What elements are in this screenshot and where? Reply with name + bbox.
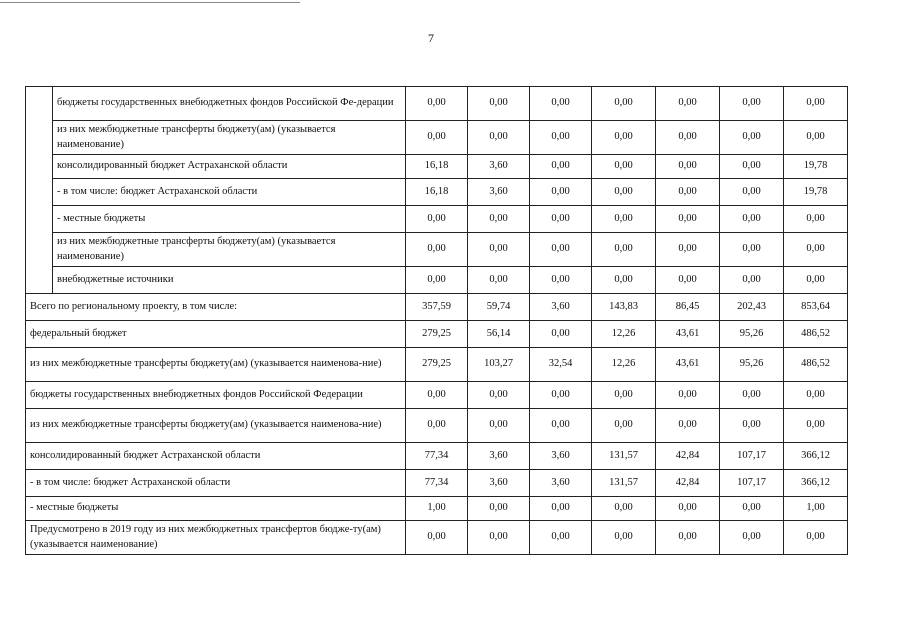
value-cell: 0,00 bbox=[656, 121, 720, 155]
value-cell: 0,00 bbox=[468, 497, 530, 521]
value-cell: 1,00 bbox=[784, 497, 848, 521]
row-label: из них межбюджетные трансферты бюджету(ам) (указывается наименование) bbox=[53, 233, 406, 267]
value-cell: 0,00 bbox=[656, 267, 720, 294]
value-cell: 0,00 bbox=[530, 409, 592, 443]
value-cell: 0,00 bbox=[468, 87, 530, 121]
value-cell: 0,00 bbox=[656, 233, 720, 267]
value-cell: 0,00 bbox=[468, 267, 530, 294]
value-cell: 202,43 bbox=[720, 294, 784, 321]
value-cell: 0,00 bbox=[406, 382, 468, 409]
row-label: - в том числе: бюджет Астраханской области bbox=[53, 179, 406, 206]
value-cell: 42,84 bbox=[656, 443, 720, 470]
table-row bbox=[26, 179, 848, 206]
value-cell: 0,00 bbox=[720, 179, 784, 206]
value-cell: 32,54 bbox=[530, 348, 592, 382]
value-cell: 357,59 bbox=[406, 294, 468, 321]
value-cell: 0,00 bbox=[530, 267, 592, 294]
value-cell: 366,12 bbox=[784, 443, 848, 470]
value-cell: 0,00 bbox=[468, 206, 530, 233]
value-cell: 0,00 bbox=[530, 382, 592, 409]
value-cell: 0,00 bbox=[784, 206, 848, 233]
value-cell: 86,45 bbox=[656, 294, 720, 321]
value-cell: 0,00 bbox=[784, 233, 848, 267]
table-row bbox=[26, 155, 848, 179]
value-cell: 0,00 bbox=[656, 409, 720, 443]
value-cell: 3,60 bbox=[530, 470, 592, 497]
row-label: внебюджетные источники bbox=[53, 267, 406, 294]
value-cell: 107,17 bbox=[720, 470, 784, 497]
table-row bbox=[26, 382, 848, 409]
value-cell: 0,00 bbox=[656, 497, 720, 521]
value-cell: 0,00 bbox=[784, 521, 848, 555]
table-row bbox=[26, 470, 848, 497]
value-cell: 0,00 bbox=[592, 179, 656, 206]
value-cell: 0,00 bbox=[406, 233, 468, 267]
value-cell: 19,78 bbox=[784, 179, 848, 206]
table-row bbox=[26, 267, 848, 294]
table-row bbox=[26, 521, 848, 555]
value-cell: 0,00 bbox=[530, 87, 592, 121]
top-rule bbox=[0, 2, 300, 3]
table-row bbox=[26, 206, 848, 233]
value-cell: 0,00 bbox=[720, 409, 784, 443]
value-cell: 1,00 bbox=[406, 497, 468, 521]
table-row bbox=[26, 321, 848, 348]
value-cell: 59,74 bbox=[468, 294, 530, 321]
value-cell: 0,00 bbox=[530, 521, 592, 555]
row-label: консолидированный бюджет Астраханской области bbox=[26, 443, 406, 470]
value-cell: 0,00 bbox=[530, 179, 592, 206]
row-label: из них межбюджетные трансферты бюджету(ам) (указывается наименование) bbox=[53, 121, 406, 155]
value-cell: 43,61 bbox=[656, 348, 720, 382]
row-label: бюджеты государственных внебюджетных фондов Российской Федерации bbox=[26, 382, 406, 409]
value-cell: 77,34 bbox=[406, 443, 468, 470]
value-cell: 0,00 bbox=[784, 267, 848, 294]
value-cell: 12,26 bbox=[592, 348, 656, 382]
table-row bbox=[26, 294, 848, 321]
value-cell: 95,26 bbox=[720, 348, 784, 382]
value-cell: 0,00 bbox=[784, 87, 848, 121]
value-cell: 0,00 bbox=[468, 382, 530, 409]
value-cell: 0,00 bbox=[468, 521, 530, 555]
value-cell: 0,00 bbox=[720, 206, 784, 233]
value-cell: 16,18 bbox=[406, 179, 468, 206]
table-row bbox=[26, 348, 848, 382]
value-cell: 0,00 bbox=[784, 121, 848, 155]
value-cell: 0,00 bbox=[592, 155, 656, 179]
value-cell: 131,57 bbox=[592, 470, 656, 497]
row-label: федеральный бюджет bbox=[26, 321, 406, 348]
value-cell: 366,12 bbox=[784, 470, 848, 497]
row-label: Предусмотрено в 2019 году из них межбюджетных трансфертов бюдже-ту(ам) (указывается наименование) bbox=[26, 521, 406, 555]
row-label: бюджеты государственных внебюджетных фондов Российской Фе-дерации bbox=[53, 87, 406, 121]
value-cell: 0,00 bbox=[592, 521, 656, 555]
value-cell: 0,00 bbox=[406, 121, 468, 155]
budget-table bbox=[25, 86, 848, 555]
value-cell: 19,78 bbox=[784, 155, 848, 179]
value-cell: 3,60 bbox=[530, 443, 592, 470]
table-row bbox=[26, 233, 848, 267]
value-cell: 0,00 bbox=[592, 233, 656, 267]
value-cell: 0,00 bbox=[720, 382, 784, 409]
value-cell: 56,14 bbox=[468, 321, 530, 348]
value-cell: 0,00 bbox=[406, 409, 468, 443]
value-cell: 3,60 bbox=[468, 470, 530, 497]
value-cell: 0,00 bbox=[720, 521, 784, 555]
value-cell: 77,34 bbox=[406, 470, 468, 497]
table-row bbox=[26, 443, 848, 470]
value-cell: 0,00 bbox=[592, 497, 656, 521]
value-cell: 279,25 bbox=[406, 348, 468, 382]
value-cell: 3,60 bbox=[530, 294, 592, 321]
value-cell: 0,00 bbox=[656, 382, 720, 409]
row-label: из них межбюджетные трансферты бюджету(ам) (указывается наименова-ние) bbox=[26, 409, 406, 443]
value-cell: 3,60 bbox=[468, 179, 530, 206]
value-cell: 0,00 bbox=[656, 155, 720, 179]
indent-cell bbox=[26, 87, 53, 294]
value-cell: 0,00 bbox=[720, 121, 784, 155]
value-cell: 0,00 bbox=[406, 521, 468, 555]
value-cell: 0,00 bbox=[406, 267, 468, 294]
value-cell: 16,18 bbox=[406, 155, 468, 179]
value-cell: 0,00 bbox=[720, 497, 784, 521]
row-label: из них межбюджетные трансферты бюджету(ам) (указывается наименова-ние) bbox=[26, 348, 406, 382]
row-label: - местные бюджеты bbox=[26, 497, 406, 521]
table-row bbox=[26, 409, 848, 443]
value-cell: 3,60 bbox=[468, 443, 530, 470]
value-cell: 0,00 bbox=[656, 179, 720, 206]
value-cell: 42,84 bbox=[656, 470, 720, 497]
value-cell: 0,00 bbox=[530, 206, 592, 233]
value-cell: 0,00 bbox=[406, 87, 468, 121]
value-cell: 0,00 bbox=[592, 409, 656, 443]
page-number: 7 bbox=[428, 31, 434, 45]
value-cell: 0,00 bbox=[530, 497, 592, 521]
value-cell: 0,00 bbox=[468, 409, 530, 443]
value-cell: 0,00 bbox=[592, 121, 656, 155]
value-cell: 0,00 bbox=[656, 87, 720, 121]
table-row bbox=[26, 87, 848, 121]
value-cell: 0,00 bbox=[530, 321, 592, 348]
value-cell: 143,83 bbox=[592, 294, 656, 321]
value-cell: 486,52 bbox=[784, 321, 848, 348]
value-cell: 0,00 bbox=[720, 267, 784, 294]
value-cell: 95,26 bbox=[720, 321, 784, 348]
value-cell: 0,00 bbox=[530, 155, 592, 179]
value-cell: 0,00 bbox=[468, 121, 530, 155]
value-cell: 3,60 bbox=[468, 155, 530, 179]
row-label: - местные бюджеты bbox=[53, 206, 406, 233]
value-cell: 486,52 bbox=[784, 348, 848, 382]
table-row bbox=[26, 121, 848, 155]
value-cell: 0,00 bbox=[720, 87, 784, 121]
value-cell: 853,64 bbox=[784, 294, 848, 321]
value-cell: 0,00 bbox=[720, 233, 784, 267]
value-cell: 0,00 bbox=[592, 87, 656, 121]
table-row bbox=[26, 497, 848, 521]
value-cell: 12,26 bbox=[592, 321, 656, 348]
value-cell: 0,00 bbox=[656, 521, 720, 555]
value-cell: 0,00 bbox=[720, 155, 784, 179]
value-cell: 0,00 bbox=[468, 233, 530, 267]
value-cell: 107,17 bbox=[720, 443, 784, 470]
value-cell: 0,00 bbox=[784, 382, 848, 409]
value-cell: 0,00 bbox=[784, 409, 848, 443]
value-cell: 0,00 bbox=[592, 267, 656, 294]
value-cell: 131,57 bbox=[592, 443, 656, 470]
value-cell: 0,00 bbox=[656, 206, 720, 233]
row-label: - в том числе: бюджет Астраханской области bbox=[26, 470, 406, 497]
value-cell: 0,00 bbox=[592, 382, 656, 409]
value-cell: 0,00 bbox=[406, 206, 468, 233]
value-cell: 103,27 bbox=[468, 348, 530, 382]
row-label: консолидированный бюджет Астраханской области bbox=[53, 155, 406, 179]
value-cell: 0,00 bbox=[592, 206, 656, 233]
row-label: Всего по региональному проекту, в том числе: bbox=[26, 294, 406, 321]
value-cell: 43,61 bbox=[656, 321, 720, 348]
value-cell: 279,25 bbox=[406, 321, 468, 348]
value-cell: 0,00 bbox=[530, 233, 592, 267]
value-cell: 0,00 bbox=[530, 121, 592, 155]
